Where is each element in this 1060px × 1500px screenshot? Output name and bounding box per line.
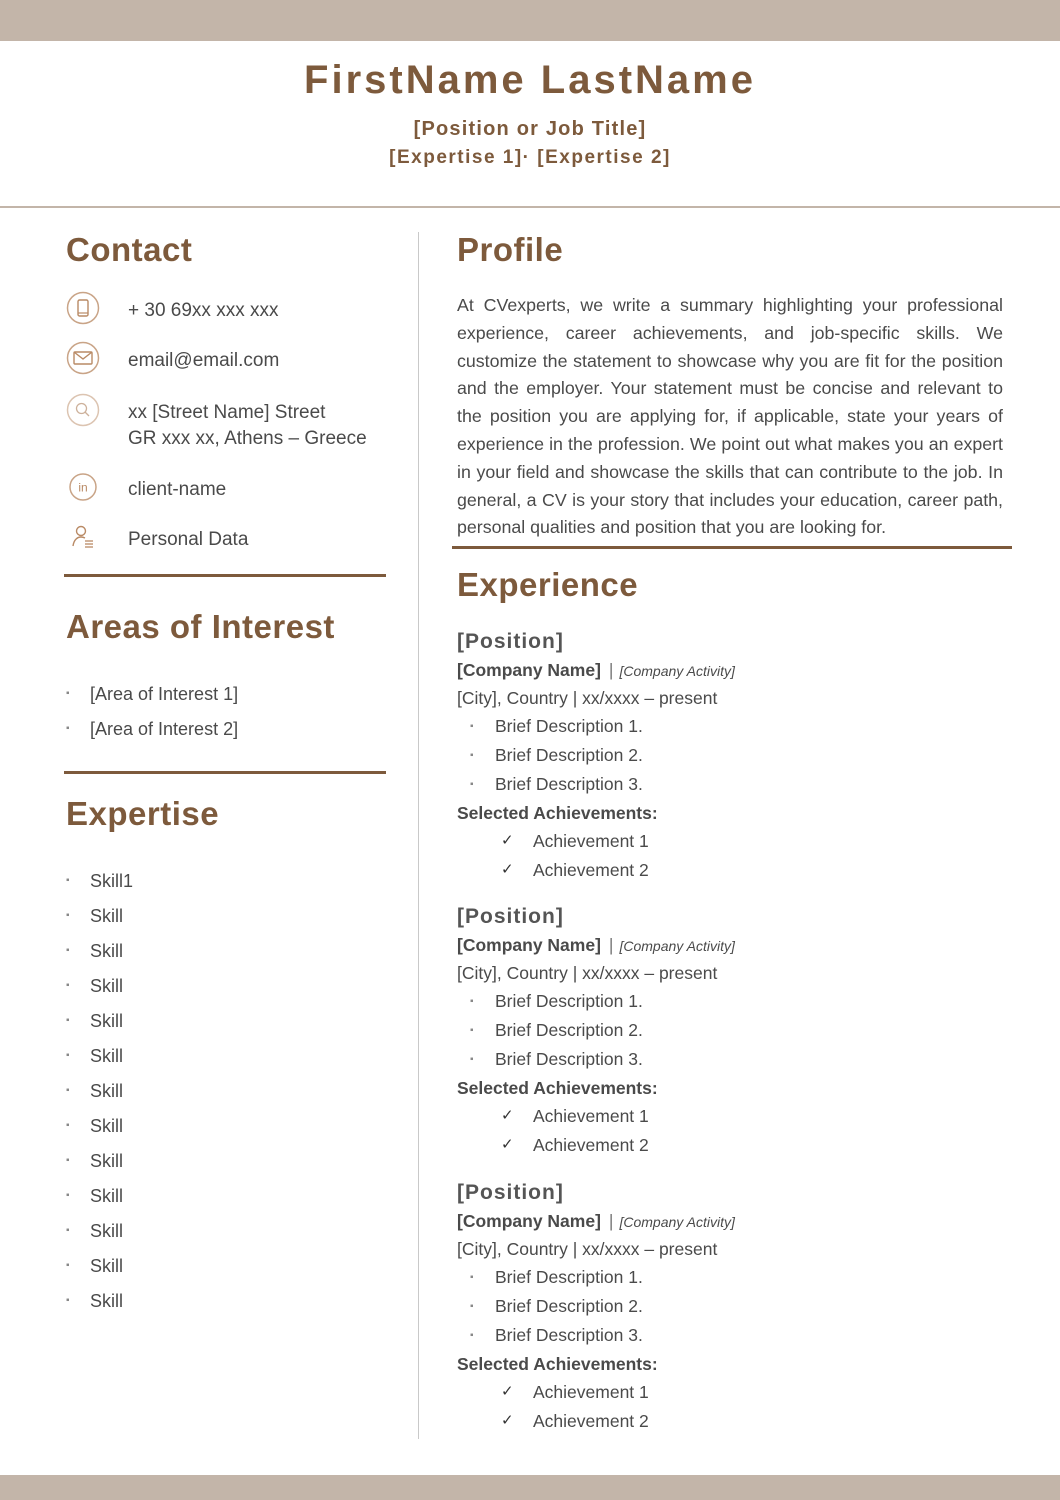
profile-summary: At CVexperts, we write a summary highlighting your professional experience, career achievements, and job-specific skills. We customize the statement to showcase why you are fit for the position and the employer. Your statement must be concise and relevant to the position you are applying for, if applicable, state your years of experience in the profession. We point out what makes you an expert in your field and showcase the skills that can contribute to the job. In general, a CV is your story that includes your education, career path, personal qualities and position that you are looking for.: [457, 295, 1003, 538]
expertise-item: ▪ Skill: [66, 1151, 124, 1171]
bullet-icon: ▪: [66, 1155, 70, 1166]
job-location-dates: [City], Country | xx/xxxx – present: [457, 963, 718, 983]
linkedin-icon: [66, 470, 100, 504]
job-entry: [457, 1179, 1017, 1435]
achievement-item: ✓ Achievement 2: [457, 856, 1017, 885]
candidate-name: FirstName LastName: [304, 58, 756, 102]
phone-number: + 30 69xx xxx xxx: [128, 300, 279, 321]
bullet-icon: ▪: [470, 1025, 474, 1036]
bullet-icon: ▪: [470, 779, 474, 790]
interests-divider: [64, 771, 386, 774]
company-activity: [Company Activity]: [619, 1214, 735, 1230]
achievements-list: [457, 827, 1017, 884]
checkmark-icon: ✓: [501, 1135, 514, 1153]
expertise-item: ▪ Skill: [66, 1221, 124, 1241]
expertise-item: ▪ Skill: [66, 1291, 124, 1311]
checkmark-icon: ✓: [501, 1411, 514, 1429]
column-divider: [418, 232, 419, 1439]
contact-address: [66, 400, 367, 452]
achievements-list: [457, 1378, 1017, 1435]
achievement-item: ✓ Achievement 1: [457, 1102, 1017, 1131]
bullet-icon: ▪: [66, 910, 70, 921]
top-band: [0, 0, 1060, 41]
bullet-icon: ▪: [66, 723, 70, 734]
description-item: ▪ Brief Description 1.: [457, 712, 1017, 741]
bullet-icon: ▪: [66, 875, 70, 886]
description-item: ▪ Brief Description 2.: [457, 741, 1017, 770]
list-item: ▪ [Area of Interest 1]: [66, 684, 239, 704]
bullet-icon: ▪: [66, 945, 70, 956]
achievements-label: Selected Achievements:: [457, 1078, 658, 1098]
bullet-icon: ▪: [470, 1301, 474, 1312]
checkmark-icon: ✓: [501, 1107, 514, 1124]
bullet-icon: ▪: [66, 1015, 70, 1026]
contact-personal-data: [66, 527, 248, 554]
description-item: ▪ Brief Description 2.: [457, 1292, 1017, 1321]
description-item: ▪ Brief Description 3.: [457, 1045, 1017, 1074]
company-activity: [Company Activity]: [619, 938, 735, 954]
bullet-icon: ▪: [470, 750, 474, 761]
bullet-icon: ▪: [66, 980, 70, 991]
company-activity: [Company Activity]: [619, 663, 735, 679]
bullet-icon: ▪: [66, 1120, 70, 1131]
expertise-item: ▪ Skill: [66, 1046, 124, 1066]
checkmark-icon: ✓: [501, 832, 514, 849]
bullet-icon: ▪: [66, 1225, 70, 1236]
email-icon: [66, 341, 100, 375]
profile-divider: [452, 546, 1012, 549]
contact-email: [66, 348, 279, 375]
header-divider: [0, 206, 1060, 208]
separator: |: [608, 1211, 614, 1231]
address-line-1: xx [Street Name] Street: [128, 402, 326, 423]
description-item: ▪ Brief Description 3.: [457, 770, 1017, 799]
contact-heading: Contact: [66, 231, 193, 268]
job-entry: [457, 903, 1017, 1159]
phone-icon: [66, 291, 100, 325]
job-location-dates: [City], Country | xx/xxxx – present: [457, 688, 718, 708]
areas-of-interest-heading: Areas of Interest: [66, 608, 335, 645]
expertise-item: ▪ Skill: [66, 976, 124, 996]
email-address: email@email.com: [128, 350, 280, 371]
job-descriptions: [457, 987, 1017, 1074]
expertise-heading: Expertise: [66, 795, 220, 832]
achievements-label: Selected Achievements:: [457, 803, 658, 823]
contact-linkedin: [66, 477, 226, 504]
description-item: ▪ Brief Description 1.: [457, 987, 1017, 1016]
company-name: [Company Name]: [457, 660, 601, 680]
expertise-item: ▪ Skill: [66, 1116, 124, 1136]
bullet-icon: ▪: [470, 1054, 474, 1065]
bullet-icon: ▪: [66, 1295, 70, 1306]
personal-data-icon: [66, 520, 100, 554]
job-entry: [457, 628, 1017, 884]
bullet-icon: ▪: [66, 1085, 70, 1096]
linkedin-handle: client-name: [128, 479, 227, 500]
separator: |: [608, 935, 614, 955]
achievement-item: ✓ Achievement 2: [457, 1131, 1017, 1160]
achievement-item: ✓ Achievement 1: [457, 827, 1017, 856]
address-line-2: GR xxx xx, Athens – Greece: [128, 428, 367, 449]
job-company-line: [457, 931, 1017, 960]
expertise-item: ▪ Skill: [66, 941, 124, 961]
bullet-icon: ▪: [66, 1260, 70, 1271]
bullet-icon: ▪: [66, 1050, 70, 1061]
contact-phone: [66, 298, 278, 325]
bottom-band: [0, 1475, 1060, 1500]
job-company-line: [457, 1207, 1017, 1236]
separator: |: [608, 660, 614, 680]
description-item: ▪ Brief Description 2.: [457, 1016, 1017, 1045]
achievements-label: Selected Achievements:: [457, 1354, 658, 1374]
company-name: [Company Name]: [457, 935, 601, 955]
bullet-icon: ▪: [66, 688, 70, 699]
achievement-item: ✓ Achievement 1: [457, 1378, 1017, 1407]
expertise-item: ▪ Skill: [66, 906, 124, 926]
bullet-icon: ▪: [470, 1330, 474, 1341]
company-name: [Company Name]: [457, 1211, 601, 1231]
achievement-item: ✓ Achievement 2: [457, 1407, 1017, 1436]
bullet-icon: ▪: [470, 996, 474, 1007]
expertise-list: [66, 869, 133, 1324]
expertise-subtitle: [Expertise 1]· [Expertise 2]: [389, 147, 671, 168]
profile-heading: Profile: [457, 231, 564, 268]
expertise-item: ▪ Skill: [66, 1081, 124, 1101]
list-item: ▪ [Area of Interest 2]: [66, 719, 239, 739]
areas-of-interest-list: [66, 682, 238, 752]
checkmark-icon: ✓: [501, 860, 514, 878]
svg-text:in: in: [78, 480, 88, 495]
job-location-dates: [City], Country | xx/xxxx – present: [457, 1239, 718, 1259]
experience-heading: Experience: [457, 566, 639, 603]
resume-header: [0, 41, 1060, 171]
job-title: [Position or Job Title]: [413, 118, 647, 140]
location-search-icon: [66, 393, 100, 427]
description-item: ▪ Brief Description 3.: [457, 1321, 1017, 1350]
bullet-icon: ▪: [470, 721, 474, 732]
job-descriptions: [457, 712, 1017, 799]
job-company-line: [457, 656, 1017, 685]
job-position: [Position]: [457, 905, 564, 928]
job-descriptions: [457, 1263, 1017, 1350]
checkmark-icon: ✓: [501, 1383, 514, 1400]
expertise-item: ▪ Skill: [66, 1186, 124, 1206]
achievements-list: [457, 1102, 1017, 1159]
expertise-item: ▪ Skill: [66, 1256, 124, 1276]
bullet-icon: ▪: [470, 1272, 474, 1283]
job-position: [Position]: [457, 630, 564, 653]
expertise-item: ▪ Skill: [66, 1011, 124, 1031]
job-position: [Position]: [457, 1181, 564, 1204]
personal-data-label: Personal Data: [128, 529, 249, 550]
expertise-item: ▪ Skill1: [66, 871, 134, 891]
contact-divider: [64, 574, 386, 577]
description-item: ▪ Brief Description 1.: [457, 1263, 1017, 1292]
bullet-icon: ▪: [66, 1190, 70, 1201]
